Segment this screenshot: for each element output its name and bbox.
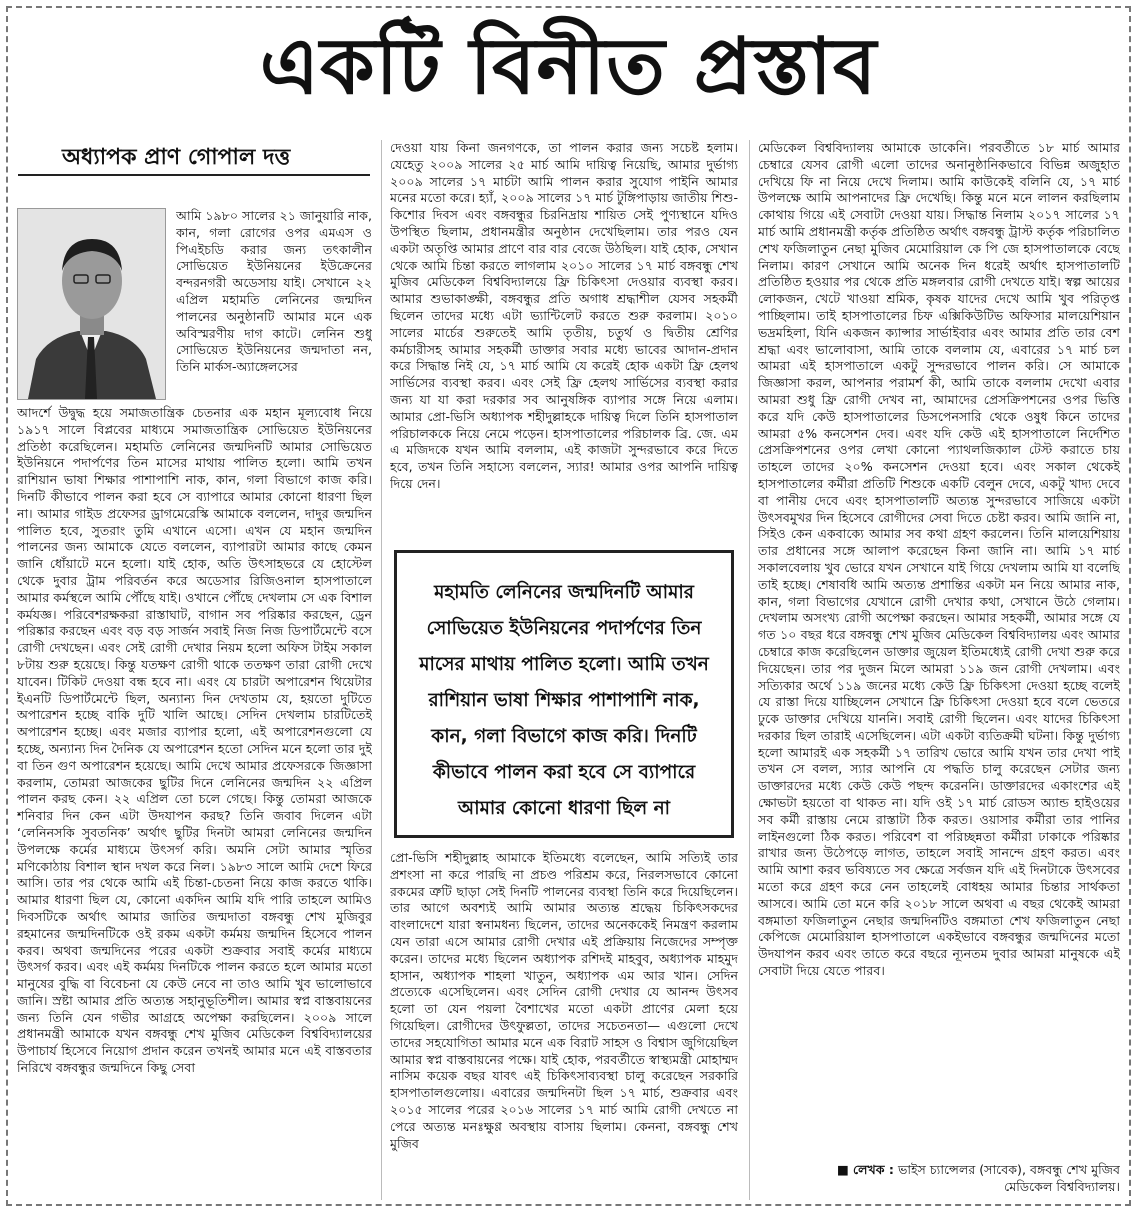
column-2-top-text: দেওয়া যায় কিনা জনগণকে, তা পালন করার জন্য সচেষ্ট হলাম। যেহেতু ২০০৯ সালের ২৫ মার্চ আমি দায়িত্ব নিয়েছি, আমার দুর্ভাগ্য ২০০৯ সালের ১৭ মার্চটা আমি পালন করার সুযোগ পাইনি আমার মনের মতো করে। হ্যাঁ, ২০০৯ সালের ১৭ মার্চ টুঙ্গিপাড়ায় জাতীয় শিশু-কিশোর দিবস এবং বঙ্গবন্ধুর চিরনিদ্রায় শায়িত সেই পুণ্যস্থানে যদিও উপস্থিত ছিলাম, প্রধানমন্ত্রীর অনুষ্ঠান দেখেছিলাম। তার পরও যেন একটা অতৃপ্তি আমার প্রাণে বার বার বেজে উঠছিল। যাই হোক, সেখান থেকে আমি চিন্তা করতে লাগলাম ২০১০ সালের ১৭ মার্চ বঙ্গবন্ধু শেখ মুজিব মেডিকেল বিশ্ববিদ্যালয়ে ফ্রি চিকিৎসা দেওয়ার ব্যবস্থা করব। আমার শুভাকাঙ্ক্ষী, বঙ্গবন্ধুর প্রতি অগাধ শ্রদ্ধাশীল যেসব সহকর্মী ছিলেন তাদের মধ্যে এটা ভ্যান্টিলেট করতে শুরু করলাম। ২০১০ সালের মার্চের শুরুতেই আমি তৃতীয়, চতুর্থ ও দ্বিতীয় শ্রেণির কর্মচারীসহ আমার সহকর্মী ডাক্তার সবার মধ্যে ভাবের আদান-প্রদান করে সিদ্ধান্ত নিই যে, ১৭ মার্চ আমি যে করেই হোক একটা ফ্রি হেলথ সার্ভিসের ব্যবস্থা করব। এবং সেই ফ্রি হেলথ সার্ভিসের ব্যবস্থা করার জন্য যা যা করা দরকার সব আনুষঙ্গিক ব্যাপার সঙ্গে নিয়ে এলাম। আমার প্রো-ভিসি অধ্যাপক শহীদুল্লাহকে দায়িত্ব দিলে তিনি হাসপাতাল পরিচালককে নিয়ে নেমে পড়েন। হাসপাতালের পরিচালক ব্রি. জে. এম এ মজিদকে যখন আমি বললাম, এই কাজটা সুন্দরভাবে করে দিতে হবে, তখন তিনি সহাস্যে বললেন, স্যার! আমার ওপর আপনি দায়িত্ব দিয়ে দেন। — [390, 140, 738, 491]
column-1-intro-text: আমি ১৯৮০ সালের ২১ জানুয়ারি নাক, কান, গলা রোগের ওপর এমএস ও পিএইচডি করার জন্য তৎকালীন সোভিয়েত ইউনিয়নের ইউক্রেনের বন্দরনগরী অডেসায় যাই। সেখানে ২২ এপ্রিল মহামতি লেনিনের জন্মদিন পালনের অনুষ্ঠানটি আমার মনে এক অবিস্মরণীয় দাগ কাটে। লেনিন শুধু সোভিয়েত ইউনিয়নের জন্মদাতা নন, তিনি মার্কস-অ্যাঙ্গেলসের — [176, 208, 372, 375]
pull-quote: মহামতি লেনিনের জন্মদিনটি আমার সোভিয়েত ইউনিয়নের পদার্পণের তিন মাসের মাথায় পালিত হলো। আমি তখন রাশিয়ান ভাষা শিক্ষার পাশাপাশি নাক, কান, গলা বিভাগে কাজ করি। দিনটি কীভাবে পালন করা হবে সে ব্যাপারে আমার কোনো ধারণা ছিল না — [394, 550, 734, 838]
column-1-body-text: আদর্শে উদ্বুদ্ধ হয়ে সমাজতান্ত্রিক চেতনার এক মহান মূল্যবোধ নিয়ে ১৯১৭ সালে বিপ্লবের মাধ্যমে সমাজতান্ত্রিক সোভিয়েত ইউনিয়নের প্রতিষ্ঠা করেছিলেন। মহামতি লেনিনের জন্মদিনটি আমার সোভিয়েত ইউনিয়নে পদার্পণের তিন মাসের মাথায় পালিত হলো। আমি তখন রাশিয়ান ভাষা শিক্ষার পাশাপাশি নাক, কান, গলা বিভাগে কাজ করি। দিনটি কীভাবে পালন করা হবে সে ব্যাপারে আমার কোনো ধারণা ছিল না। আমার গাইড প্রফেসর ড্রাগমেরেস্কি আমাকে বললেন, দাদুর জন্মদিন পালিত হবে, সুতরাং তুমি এখানে এসো। এখন যে মহান জন্মদিন পালনের জন্য আমাকে যেতে বললেন, ব্যাপারটা আমার কাছে কেমন জানি ধোঁয়াটে মনে হলো। যাই হোক, অতি উৎসাহভরে যে হোস্টেল থেকে দুবার ট্রাম পরিবর্তন করে অডেসার রিজিওনাল হাসপাতালে আমার কর্মস্থলে আমি পৌঁছে যাই। ওখানে পৌঁছে দেখলাম সে এক বিশাল কর্মযজ্ঞ। পরিবেশরক্ষকরা রাস্তাঘাট, বাগান সব পরিষ্কার করছেন, ড্রেন পরিষ্কার করছেন এবং বড় বড় সার্জন সবাই নিজ নিজ ডিপার্টমেন্টে বসে রোগী দেখছেন। এবং সেই রোগী দেখার নিয়ম হলো অফিস টাইম সকাল ৮টায় শুরু হয়েছে। কিন্তু যতক্ষণ রোগী থাকে ততক্ষণ তারা রোগী দেখে যাবেন। টিকিট দেওয়া বন্ধ হবে না। এবং যে চারটা অপারেশন থিয়েটার ইএনটি ডিপার্টমেন্টে ছিল, অন্যান্য দিন দেখতাম যে, হয়তো দুটিতে অপারেশন হচ্ছে বাকি দুটি খালি আছে। সেদিন দেখলাম চারটিতেই অপারেশন হচ্ছে। এবং মজার ব্যাপার হলো, এই অপারেশনগুলো যে হচ্ছে, অন্যান্য দিন দৈনিক যে অপারেশন হতো সেদিন মনে হলো তার দুই বা তিন গুণ অপারেশন হয়েছে। আমি দেখে আমার প্রফেসরকে জিজ্ঞাসা করলাম, তোমরা আজকের ছুটির দিনে লেনিনের জন্মদিন ২২ এপ্রিল পালন করছ কেন। ২২ এপ্রিল তো চলে গেছে। কিন্তু তোমরা আজকে শনিবার দিন কেন এটা উদযাপন করছ? তিনি জবাব দিলেন এটা ‘লেনিনসকি সুবতনিক’ অর্থাৎ ছুটির দিনটা আমরা লেনিনের জন্মদিন উপলক্ষে কর্মের মাধ্যমে উৎসর্গ করি। অমনি সেটা আমার স্মৃতির মণিকোঠায় বিশাল স্থান দখল করে নিল। ১৯৮৩ সালে আমি দেশে ফিরে আসি। তার পর থেকে আমি এই চিন্তা-চেতনা নিয়ে কাজ করতে থাকি। আমার ধারণা ছিল যে, কোনো একদিন আমি যদি পারি তাহলে আমিও দিবসটিকে অর্থাৎ আমার জাতির জন্মদাতা বঙ্গবন্ধু শেখ মুজিবুর রহমানের জন্মদিনটিকে ওই রকম একটা কর্মময় জন্মদিন হিসেবে পালন করব। অথবা জন্মদিনের পরের একটা শুক্রবার সবাই কর্মের মাধ্যমে উৎসর্গ করব। এবং এই কর্মময় দিনটিকে পালন করতে হলে আমার মতো মানুষের বুদ্ধি বা বিবেচনা যে কেউ নেবে না তাও আমি খুব ভালোভাবে জানি। স্রষ্টা আমার প্রতি অত্যন্ত সহানুভূতিশীল। আমার স্বপ্ন বাস্তবায়নের জন্য তিনি যেন গভীর আগ্রহে অপেক্ষা করছিলেন। ২০০৯ সালে প্রধানমন্ত্রী আমাকে যখন বঙ্গবন্ধু শেখ মুজিব মেডিকেল বিশ্ববিদ্যালয়ের উপাচার্য হিসেবে নিয়োগ প্রদান করেন তখনই আমার মনে এই বাস্তবতার নিরিখে বঙ্গবন্ধুর জন্মদিনে কিছু সেবা — [17, 405, 372, 1076]
author-note-text: ভাইস চ্যান্সেলর (সাবেক), বঙ্গবন্ধু শেখ মুজিব মেডিকেল বিশ্ববিদ্যালয়। — [897, 1162, 1120, 1194]
byline-rule — [18, 174, 370, 176]
column-3-text: মেডিকেল বিশ্ববিদ্যালয় আমাকে ডাকেনি। পরবর্তীতে ১৮ মার্চ আমার চেম্বারে যেসব রোগী এলো তাদের অনানুষ্ঠানিকভাবে বিভিন্ন অজুহাত দেখিয়ে ফি না নিয়ে দেখে দিলাম। আমি কাউকেই বলিনি যে, ১৭ মার্চ উপলক্ষে আমি আপনাদের ফ্রি দেখেছি। কিন্তু মনে মনে লালন করছিলাম কোথায় গিয়ে এই সেবাটা দেওয়া যায়। সিদ্ধান্ত নিলাম ২০১৭ সালের ১৭ মার্চ আমি প্রধানমন্ত্রী কর্তৃক প্রতিষ্ঠিত অর্থাৎ বঙ্গবন্ধু ট্রাস্ট কর্তৃক পরিচালিত শেখ ফজিলাতুন নেছা মুজিব মেমোরিয়াল কে পি জে হাসপাতালকে বেছে নিলাম। কারণ সেখানে আমি অনেক দিন ধরেই অর্থাৎ হাসপাতালটি প্রতিষ্ঠিত হওয়ার পর থেকে প্রতি মঙ্গলবার রোগী দেখতে যাই। স্বল্প আয়ের লোকজন, খেটে খাওয়া শ্রমিক, কৃষক যাদের দেখে আমি খুব পরিতৃপ্ত পাচ্ছিলাম। তাই হাসপাতালের চিফ এক্সিকিউটিভ অফিসার মালয়েশিয়ান ভদ্রমহিলা, যিনি একজন ক্যান্সার সার্ভাইবার এবং আমার প্রতি তার বেশ শ্রদ্ধা এবং ভালোবাসা, আমি তাকে বললাম যে, এবারের ১৭ মার্চ চল আমরা এই হাসপাতালে একটু সুন্দরভাবে পালন করি। সে আমাকে জিজ্ঞাসা করল, আপনার পরামর্শ কী, আমি তাকে বললাম দেখো এবার আমরা শুধু ফ্রি রোগী দেখব না, আমাদের প্রেসক্রিপশনের ওপর ভিত্তি করে যদি কেউ হাসপাতালের ডিসপেনসারি থেকে ওষুধ কিনে তাদের আমরা ৫% কনসেশন দেব। এবং যদি কেউ এই হাসপাতালে নির্দেশিত প্রেসক্রিপশনের ওপর লেখা কোনো প্যাথলজিক্যাল টেস্ট করাতে চায় তাহলে তাদের ২০% কনসেশন দেওয়া হবে। এবং সকাল থেকেই হাসপাতালের কর্মীরা প্রতিটি শিশুকে একটি বেলুন দেবে, একটু খাদ্য দেবে বা পানীয় দেবে এবং হাসপাতালটি অত্যন্ত সুন্দরভাবে সাজিয়ে একটা উৎসবমুখর দিন হিসেবে রোগীদের সেবা দিতে চেষ্টা করব। আমি জানি না, সিইও কেন একবাক্যে আমার সব কথা গ্রহণ করলেন। তিনি মালয়েশিয়ায় তার প্রধানের সঙ্গে আলাপ করেছেন কিনা জানি না। আমি ১৭ মার্চ সকালবেলায় খুব ভোরে যখন সেখানে যাই গিয়ে দেখলাম আমি যা বলেছি তাই হচ্ছে। শেষাবধি আমি অত্যন্ত প্রশান্তির একটা মন নিয়ে আমার নাক, কান, গলা বিভাগের যেখানে রোগী দেখার কথা, সেখানে উঠে গেলাম। দেখলাম অসংখ্য রোগী অপেক্ষা করছেন। আমার সহকর্মী, আমার সঙ্গে যে গত ১০ বছর ধরে বঙ্গবন্ধু শেখ মুজিব মেডিকেল বিশ্ববিদ্যালয় এবং আমার চেম্বারে কাজ করেছিলেন ডাক্তার জুয়েল ইতিমধ্যেই রোগী দেখা শুরু করে দিয়েছেন। তার পর দুজন মিলে আমরা ১১৯ জন রোগী দেখলাম। এবং সত্যিকার অর্থে ১১৯ জনের মধ্যে কেউ ফ্রি চিকিৎসা দেওয়া হচ্ছে বলেই যে রাস্তা দিয়ে যাচ্ছিলেন সেখানে ফ্রি চিকিৎসা দেওয়া হবে বলে ভেতরে ঢুকে ডাক্তার দেখিয়ে যাননি। সবাই রোগী ছিলেন। এবং যাদের চিকিৎসা দরকার ছিল তারাই এসেছিলেন। এটা একটা ব্যতিক্রমী ঘটনা। কিন্তু দুর্ভাগ্য হলো আমারই এক সহকর্মী ১৭ তারিখ ভোরে আমি যখন তার দেখা পাই তখন সে বলল, স্যার আপনি যে পদ্ধতি চালু করেছেন সেটার জন্য ডাক্তারদের মধ্যে কেউ কেউ পছন্দ করেননি। ডাক্তারদের একাংশের এই ক্ষোভটা হয়তো বা থাকত না। যদি ওই ১৭ মার্চ রোডস অ্যান্ড হাইওয়ের সব কর্মী রাস্তায় নেমে রাস্তাটা ঠিক করত। ওয়াসার কর্মীরা তার পানির লাইনগুলো ঠিক করত। পরিবেশ বা পরিচ্ছন্নতা কর্মীরা ঢাকাকে পরিষ্কার রাখার জন্য উঠেপড়ে লাগত, তাহলে সবাই সানন্দে গ্রহণ করত। এবং আমি আশা করব ভবিষ্যতে সব ক্ষেত্রে সর্বজন যদি এই দিনটাকে উৎসবের মতো করে গ্রহণ করে নেন তাহলেই বোধহয় আমার চিন্তার সার্থকতা আসবে। আমি তো মনে করি ২০১৮ সালে অথবা এ বছর থেকেই আমরা বঙ্গমাতা ফজিলাতুন নেছার জন্মদিনটিও বঙ্গমাতা শেখ ফজিলাতুন নেছা কেপিজে মেমোরিয়াল হাসপাতালে একইভাবে বঙ্গবন্ধুর জন্মদিনের মতো উদযাপন করব এবং তাতে করে বছরে ন্যূনতম দুবার আমরা মানুষকে এই সেবাটা দিয়ে যেতে পারব। — [758, 140, 1120, 979]
author-note — [790, 1162, 1120, 1198]
byline: অধ্যাপক প্রাণ গোপাল দত্ত — [62, 145, 291, 170]
column-1-body — [17, 405, 372, 1197]
column-2-bottom — [390, 850, 738, 1198]
author-photo — [17, 208, 166, 400]
column-rule-2 — [749, 140, 750, 1200]
column-2-top — [390, 140, 738, 540]
column-2-bottom-text: প্রো-ভিসি শহীদুল্লাহ আমাকে ইতিমধ্যে বলেছেন, আমি সত্যিই তার প্রশংসা না করে পারছি না প্রচণ্ড পরিশ্রম করে, নিরলসভাবে কোনো রকমের ত্রুটি ছাড়া সেই দিনটি পালনের ব্যবস্থা তিনি করে দিয়েছিলেন। তার আগে অবশ্যই আমি আমার অত্যন্ত শ্রদ্ধেয় চিকিৎসকদের বাংলাদেশে যারা স্বনামধন্য ছিলেন, তাদের অনেককেই নিমন্ত্রণ করলাম যেন তারা এসে আমার রোগী দেখার এই প্রক্রিয়ায় নিজেদের সম্পৃক্ত করেন। তাদের মধ্যে ছিলেন অধ্যাপক রশিদই মাহবুব, অধ্যাপক মাহমুদ হাসান, অধ্যাপক শাহলা খাতুন, অধ্যাপক এম আর খান। সেদিন প্রত্যেকে এসেছিলেন। এবং সেদিন রোগী দেখার যে আনন্দ উৎসব হলো তা যেন পয়লা বৈশাখের মতো একটা প্রাণের মেলা হয়ে গিয়েছিল। রোগীদের উৎফুল্লতা, তাদের সচেতনতা— এগুলো দেখে তাদের সহযোগিতা আমার মনে এক বিরাট সাহস ও বিশ্বাস জুগিয়েছিল আমার স্বপ্ন বাস্তবায়নের পক্ষে। যাই হোক, পরবর্তীতে স্বাস্থ্যমন্ত্রী মোহাম্মদ নাসিম কয়েক বছর যাবৎ এই চিকিৎসাব্যবস্থা চালু করেছেন সরকারি হাসপাতালগুলোয়। এবারের জন্মদিনটা ছিল ১৭ মার্চ, শুক্রবার এবং ২০১৫ সালের পরের ২০১৬ সালের ১৭ মার্চ আমি রোগী দেখতে না পেরে অত্যন্ত মনঃক্ষুণ্ণ অবস্থায় বাসায় ছিলাম। কেননা, বঙ্গবন্ধু শেখ মুজিব — [390, 850, 738, 1151]
author-note-bullet: ■ — [837, 1162, 853, 1177]
column-3 — [758, 140, 1120, 1162]
author-note-label: লেখক : — [852, 1162, 894, 1177]
column-rule-1 — [381, 140, 382, 1200]
headline: একটি বিনীত প্রস্তাব — [259, 22, 878, 112]
column-1-intro — [176, 208, 372, 408]
